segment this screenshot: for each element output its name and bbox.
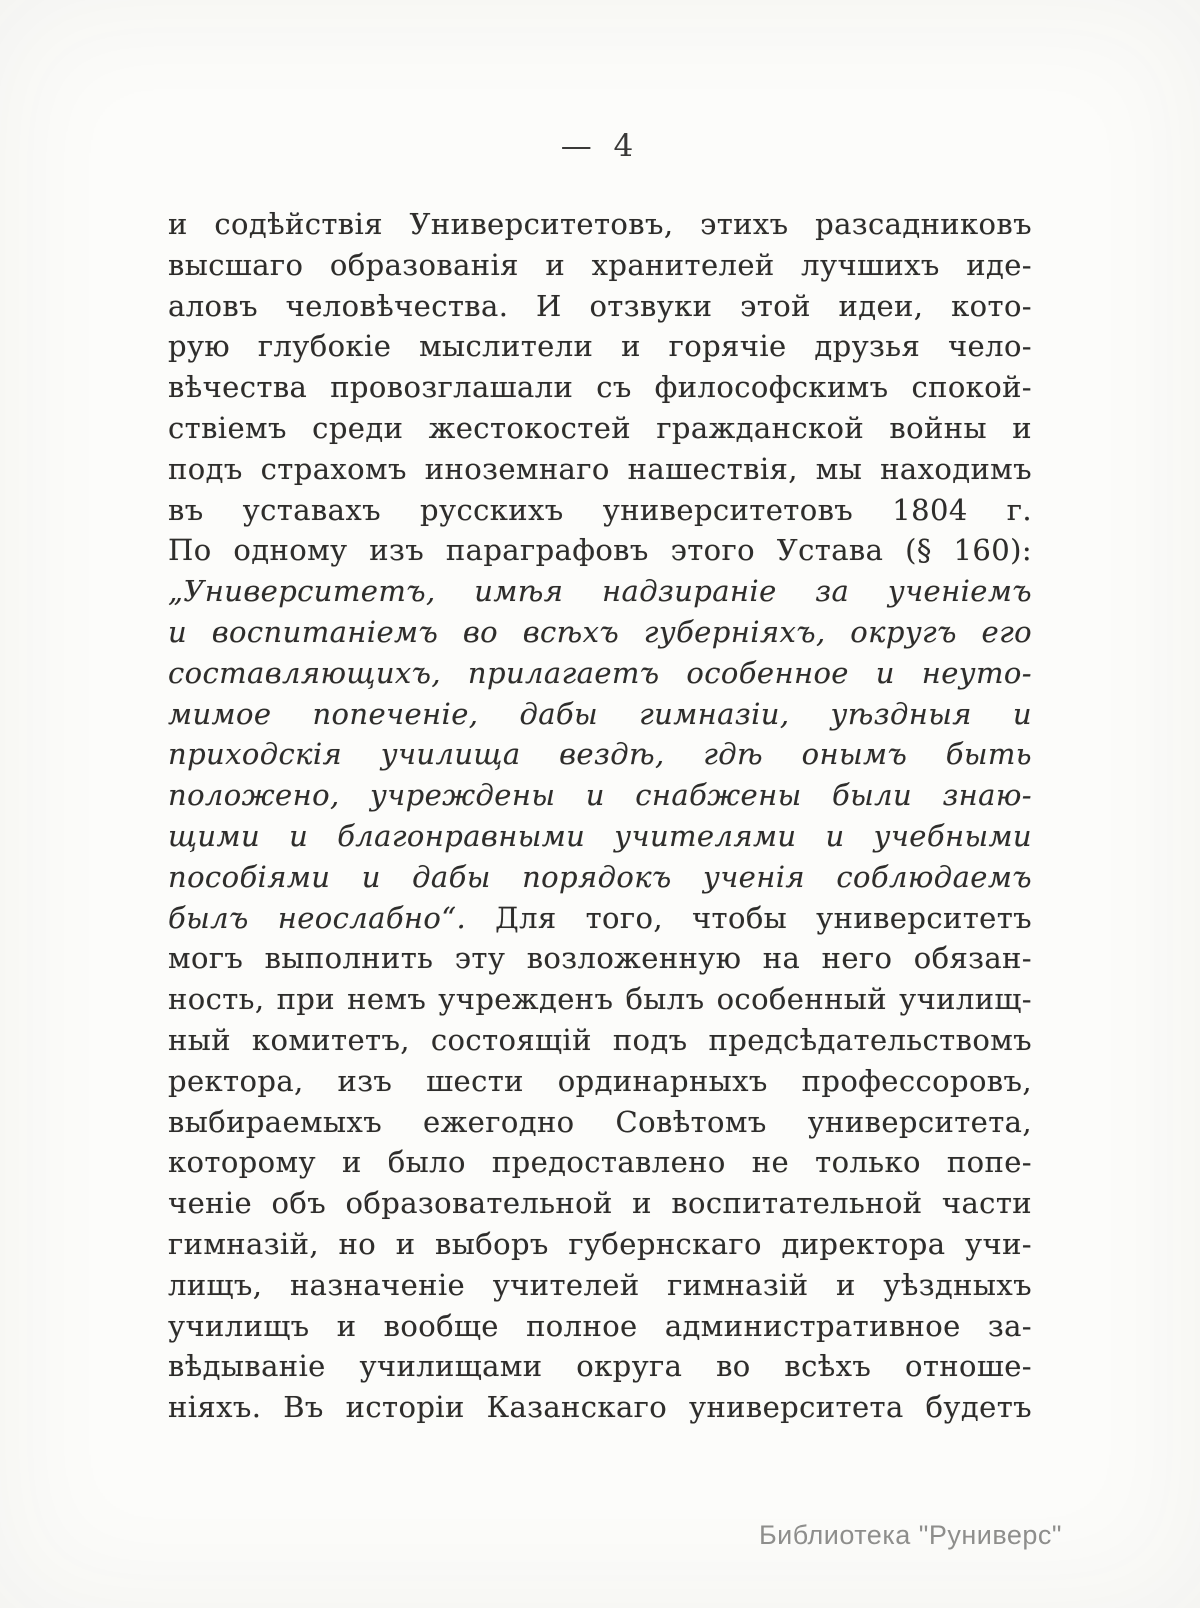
text-line — [168, 1346, 1032, 1387]
body-text: ченіе объ образовательной и воспитательной части — [168, 1186, 1032, 1221]
text-line — [168, 245, 1032, 286]
body-text: вѣчества провозглашали съ философскимъ спокой- — [168, 370, 1032, 405]
quoted-italic-text: мимое попеченіе, дабы гимназіи, уѣздныя и — [168, 696, 1032, 731]
text-line — [168, 286, 1032, 327]
body-text: въ уставахъ русскихъ университетовъ 1804 г. — [168, 492, 1032, 527]
text-line — [168, 1061, 1032, 1102]
text-block — [168, 204, 1032, 1428]
text-line — [168, 1020, 1032, 1061]
body-text: аловъ человѣчества. И отзвуки этой идеи, кото- — [168, 288, 1032, 323]
text-line — [168, 1183, 1032, 1224]
text-line — [168, 734, 1032, 775]
text-line — [168, 694, 1032, 735]
text-line — [168, 938, 1032, 979]
text-line — [168, 367, 1032, 408]
body-text: рую глубокіе мыслители и горячіе друзья чело- — [168, 329, 1032, 364]
body-text: которому и было предоставлено не только попе- — [168, 1145, 1032, 1180]
text-line — [168, 1142, 1032, 1183]
body-text: ный комитетъ, состоящій подъ предсѣдательствомъ — [168, 1022, 1032, 1057]
text-line — [168, 816, 1032, 857]
body-text: высшаго образованія и хранителей лучшихъ иде- — [168, 247, 1032, 282]
watermark: Библиотека "Руниверс" — [758, 1520, 1062, 1550]
text-line — [168, 653, 1032, 694]
quoted-italic-text: положено, учреждены и снабжены были знаю- — [168, 778, 1032, 813]
body-text: По одному изъ параграфовъ этого Устава (§ 160): — [168, 533, 1032, 568]
body-text: Для того, чтобы университетъ — [495, 900, 1032, 935]
quoted-italic-text: приходскія училища вездѣ, гдѣ онымъ быть — [168, 737, 1032, 772]
text-line — [168, 1224, 1032, 1265]
body-text: лищъ, назначеніе учителей гимназій и уѣздныхъ — [168, 1267, 1032, 1302]
body-text: ствіемъ среди жестокостей гражданской войны и — [168, 410, 1032, 445]
body-text: вѣдываніе училищами округа во всѣхъ отноше- — [168, 1349, 1032, 1384]
text-line — [168, 204, 1032, 245]
text-line — [168, 1387, 1032, 1428]
text-line — [168, 1102, 1032, 1143]
quoted-italic-text: и воспитаніемъ во всѣхъ губерніяхъ, округъ его — [168, 614, 1032, 649]
body-text: училищъ и вообще полное административное за- — [168, 1308, 1032, 1343]
quoted-italic-text: щими и благонравными учителями и учебными — [168, 818, 1032, 853]
body-text: гимназій, но и выборъ губернскаго директора учи- — [168, 1226, 1032, 1261]
text-line — [168, 326, 1032, 367]
body-text: подъ страхомъ иноземнаго нашествія, мы находимъ — [168, 451, 1032, 486]
text-line — [168, 1306, 1032, 1347]
text-line — [168, 449, 1032, 490]
quoted-italic-text: „Университетъ, имѣя надзираніе за ученіемъ — [168, 574, 1032, 609]
quoted-italic-text: составляющихъ, прилагаетъ особенное и неуто- — [168, 655, 1032, 690]
text-line — [168, 530, 1032, 571]
text-line — [168, 408, 1032, 449]
text-line — [168, 490, 1032, 531]
quoted-italic-text: пособіями и дабы порядокъ ученія соблюдаемъ — [168, 859, 1032, 894]
text-line — [168, 857, 1032, 898]
text-line — [168, 898, 1032, 939]
body-text: выбираемыхъ ежегодно Совѣтомъ университета, — [168, 1104, 1032, 1139]
body-text: могъ выполнить эту возложенную на него обязан- — [168, 941, 1032, 976]
text-line — [168, 775, 1032, 816]
text-line — [168, 1265, 1032, 1306]
text-line — [168, 612, 1032, 653]
text-line — [168, 979, 1032, 1020]
text-line — [168, 571, 1032, 612]
body-text: ректора, изъ шести ординарныхъ профессоровъ, — [168, 1063, 1032, 1098]
body-text: ность, при немъ учрежденъ былъ особенный училищ- — [168, 982, 1032, 1017]
quoted-italic-text: былъ неослабно“. — [168, 900, 496, 935]
body-text: ніяхъ. Въ исторіи Казанскаго университета будетъ — [168, 1390, 1032, 1425]
body-text: и содѣйствія Университетовъ, этихъ разсадниковъ — [168, 207, 1032, 241]
page-number: — 4 — [560, 128, 640, 164]
